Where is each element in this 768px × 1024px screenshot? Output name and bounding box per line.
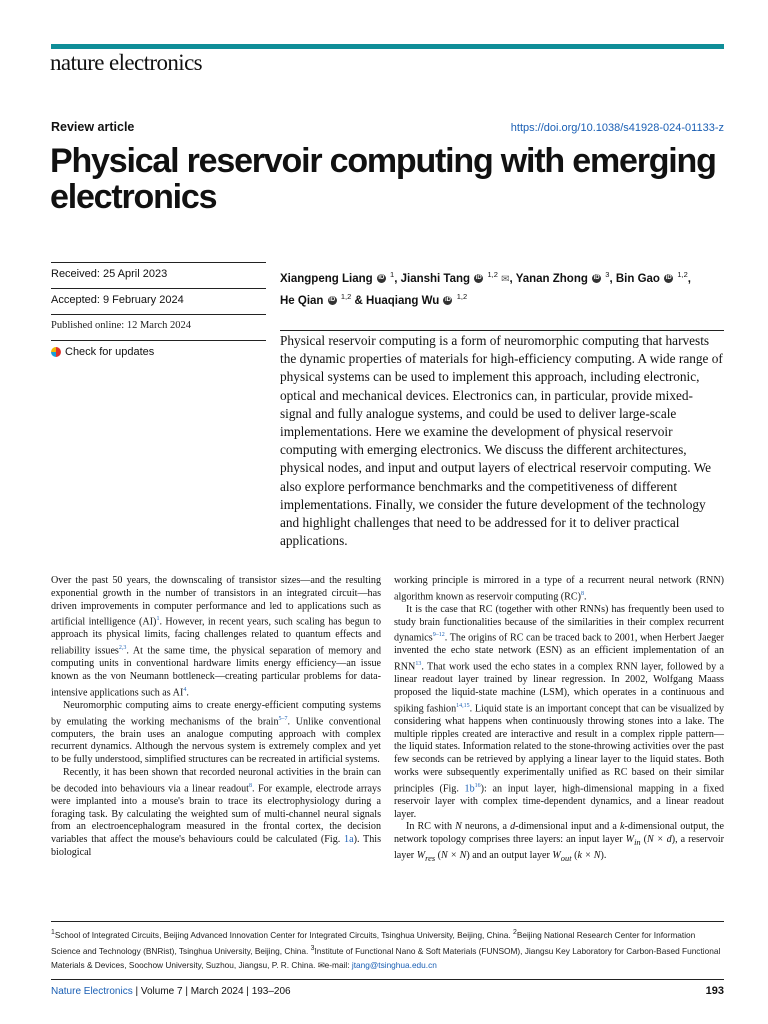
paragraph: Over the past 50 years, the downscaling of transistor sizes—and the resulting exponential growth in the number of transistors in an integrated circuit—has driven improvements in computer performance and led to applications such as artificial intelligence (AI)$^1$. However, in recent years, such scaling has begun to approach its physical limits, facing challenges related to quantum effects and reliability issues$^{2,3}$. At the same time, the physical separation of memory and computing units in conventional hardware limits energy efficiency—an issue known as the von Neumann bottleneck—creating particular problems for data-intensive applications such as AI$^4$. [51,575,381,699]
reference-link[interactable]: 13 [415,661,422,668]
doi-link[interactable]: https://doi.org/10.1038/s41928-024-01133-z [510,122,724,134]
paragraph: It is the case that RC (together with other RNNs) has frequently been used to study brain functionalities because of the similarities in their complex recurrent dynamics$^{9-12}$. The origins of RC can be traced back to 2001, when Herbert Jaeger invented the echo state network (ESN) as an efficient implementation of an RNN$^{13}$. That work used the echo states in a complex RNN layer, followed by a linear readout layer trained by linear regression. In 2002, Wolfgang Maass proposed the liquid-state machine (LSM), which operates in a continuous and spiking fashion$^{14,15}$. Liquid state is an important concept that can be visualized by considering what happens when continuously throwing stones into a lake. The multiple ripples created are interactive and result in a complex ripple pattern—the liquid states. Information related to the stone-throwing activities over the past few seconds can be retrieved by applying a linear layer to the liquid states. Both works were subsequently experimentally unified as RC based on their similar principles (Fig. 1b$^{16}$): an input layer, high-dimensional mapping in a fixed reservoir layer with complex time-dependent dynamics, and a linear readout layer. [394,603,724,820]
paragraph: In RC with N neurons, a d-dimensional input and a k-dimensional output, the network topology comprises three layers: an input layer $W_{in}$ (N × d), a reservoir layer $W_{res}$ (N × N) and an output layer $W_{out}$ (k × N). [394,821,725,863]
reference-link[interactable]: 16 [474,782,481,789]
body-column-right [394,575,724,866]
orcid-icon[interactable]: iD [475,275,482,282]
accepted-date: Accepted: 9 February 2024 [51,288,266,306]
orcid-icon[interactable]: iD [665,275,672,282]
mail-icon[interactable]: ✉ [501,273,510,285]
paragraph: Neuromorphic computing aims to create energy-efficient computing systems by emulating the working mechanisms of the brain$^{5-7}$. Unlike conventional computers, the brain uses an analogue computing approach with complex recurrent dynamics. Although the nervous system is extremely complex and yet to be fully understood, simplified structures can be recreated in artificial systems. [51,699,381,766]
author[interactable]: Xiangpeng Liang iD $^1$ [280,270,395,285]
orcid-icon[interactable]: iD [593,275,600,282]
body-column-left [51,575,381,860]
affiliations-footnote: $^1$School of Integrated Circuits, Beijing Advanced Innovation Center for Integrated Circuits, Tsinghua University, Beijing, China. $^2$Beijing National Research Center for Information Science and Technology (BNRist), Tsinghua University, Beijing, China. $^3$Institute of Functional Nano & Soft Materials (FUNSOM), Jiangsu Key Laboratory for Carbon-Based Functional Materials & Devices, Soochow University, Suzhou, Jiangsu, P. R. China. ✉e-mail: jtang@tsinghua.edu.cn [51,921,724,972]
footer-divider [51,979,724,980]
check-updates[interactable]: Check for updates [51,340,266,358]
figure-link[interactable]: 1b [464,783,475,795]
author[interactable]: Bin Gao iD $^{1,2}$ [615,270,688,285]
paragraph: working principle is mirrored in a type of a recurrent neural network (RNN) algorithm known as reservoir computing (RC)$^8$. [394,575,724,603]
author[interactable]: Yanan Zhong iD $^3$ [515,270,610,285]
orcid-icon[interactable]: iD [378,275,385,282]
orcid-icon[interactable]: iD [329,297,336,304]
reference-link[interactable]: 2,3 [118,645,127,652]
figure-link[interactable]: 1a [344,834,354,846]
reference-link[interactable]: 14,15 [456,702,470,709]
published-date: Published online: 12 March 2024 [51,314,266,331]
reference-link[interactable]: 8 [580,590,584,597]
abstract: Physical reservoir computing is a form of neuromorphic computing that harvests the dynamic properties of materials for high-efficiency computing. A wide range of physical systems can be used to implement this approach, including electronic, optical and mechanical devices. Electronics can, in particular, provide mixed-signal and fully analogue systems, and could be used to deliver large-scale implementations. Here we examine the development of physical reservoir computing with emerging electronics. We discuss the different architectures, physical nodes, and input and output layers of electrical reservoir computing. We also explore performance benchmarks and the competitiveness of different implementations. Finally, we consider the future development of the technology and highlight challenges that need to be addressed for it to deliver practical applications. [280,330,724,550]
reference-link[interactable]: 8 [248,782,252,789]
author-list: Xiangpeng Liang iD $^1$, Jianshi Tang iD $^{1,2}$ ✉, Yanan Zhong iD $^3$, Bin Gao iD $^{1,2}$, He Qian iD $^{1,2}$ & Huaqiang Wu iD $^{1,2}$ [280,270,691,307]
reference-link[interactable]: 1 [156,616,160,623]
author[interactable]: Jianshi Tang iD $^{1,2}$ ✉ [400,270,510,285]
received-date: Received: 25 April 2023 [51,262,266,280]
orcid-icon[interactable]: iD [444,297,451,304]
article-type: Review article [51,120,135,134]
paragraph: Recently, it has been shown that recorded neuronal activities in the brain can be decoded into behaviours via a linear readout$^8$. For example, electrode arrays were implanted into a mouse's brain to trace its electrophysiology during a foraging task. By calculating the weighted sum of multi-channel neural signals from an electroencephalogram measured in the frontal cortex, the decision variables that affect the mouse's behaviours could be calculated (Fig. 1a). This biological [51,766,382,858]
page-number: 193 [705,985,724,997]
reference-link[interactable]: 5–7 [278,715,288,722]
check-updates-icon [51,347,61,357]
journal-header-bar [51,44,724,49]
journal-name: nature electronics [50,50,203,75]
reference-link[interactable]: 9–12 [432,632,445,639]
mail-icon: ✉ [317,959,325,970]
email-link[interactable]: jtang@tsinghua.edu.cn [351,959,437,970]
footer-citation: Nature Electronics | Volume 7 | March 2024 | 193–206 [51,986,291,997]
article-title: Physical reservoir computing with emerging electronics [50,142,716,216]
reference-link[interactable]: 4 [183,686,187,693]
author[interactable]: Huaqiang Wu iD $^{1,2}$ [366,291,468,307]
author[interactable]: He Qian iD $^{1,2}$ [280,291,352,307]
